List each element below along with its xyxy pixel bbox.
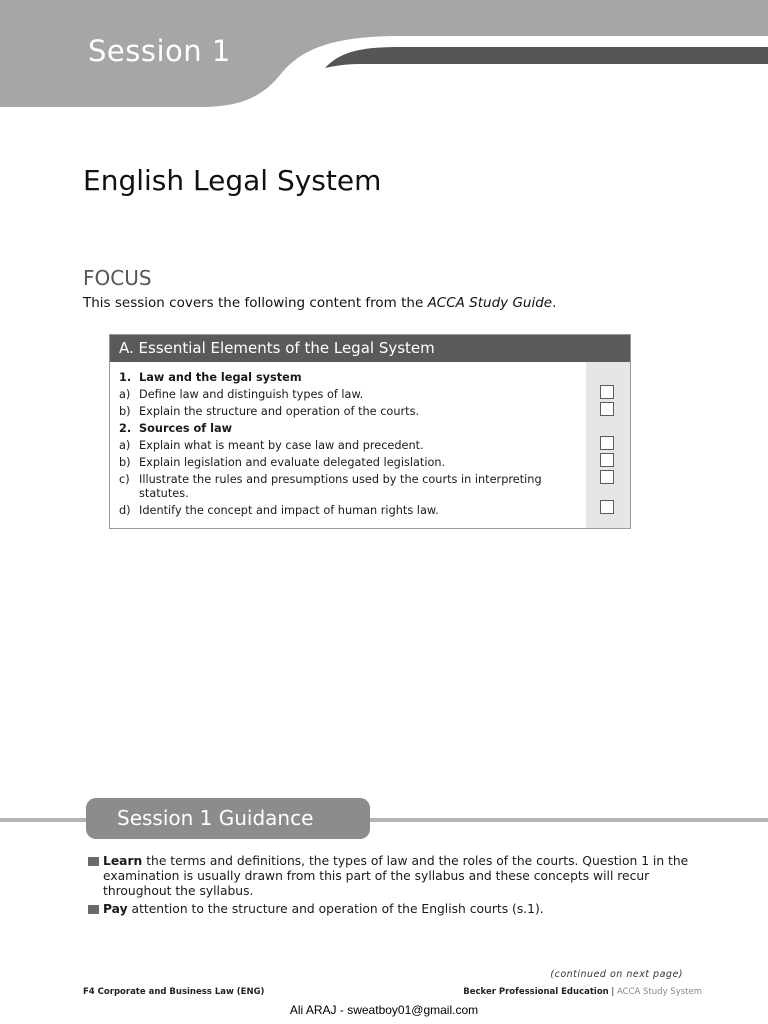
row-label: 1. [119,371,132,384]
row-label: c) [119,473,130,486]
study-guide-heading: A. Essential Elements of the Legal System [110,335,630,362]
study-guide-row [119,504,559,518]
focus-intro [83,295,556,311]
continued-note: (continued on next page) [550,969,683,980]
row-text: Explain what is meant by case law and precedent. [139,439,424,452]
completion-checkbox[interactable] [600,500,614,514]
bullet-text: the terms and definitions, the types of law and the roles of the courts. Question 1 in the examination is usually drawn from this part of the syllabus and these concepts will recur throughout the syllabus. [103,854,689,898]
study-guide-row [119,439,559,453]
footer-publisher [463,987,702,997]
row-text: Law and the legal system [139,371,302,384]
bullet-lead: Learn [103,854,143,868]
footer-course-title: F4 Corporate and Business Law (ENG) [83,987,265,997]
study-guide-row [119,371,559,385]
row-label: 2. [119,422,132,435]
row-text: Define law and distinguish types of law. [139,388,364,401]
completion-checkbox[interactable] [600,436,614,450]
focus-heading: FOCUS [83,266,152,290]
study-guide-row [119,388,559,402]
row-text: Sources of law [139,422,233,435]
completion-checkbox[interactable] [600,470,614,484]
bullet-lead: Pay [103,902,128,916]
row-label: d) [119,504,131,517]
row-label: a) [119,439,131,452]
email-watermark: Ali ARAJ - sweatboy01@gmail.com [289,1003,479,1017]
study-guide-table [109,334,631,529]
session-label: Session 1 [88,34,231,68]
row-text: Identify the concept and impact of human rights law. [139,504,439,517]
guidance-bullet [88,902,708,917]
guidance-tab: Session 1 Guidance [86,798,370,839]
completion-checkbox[interactable] [600,385,614,399]
row-text: Explain legislation and evaluate delegated legislation. [139,456,446,469]
completion-checkbox[interactable] [600,453,614,467]
guidance-bullet [88,854,708,899]
row-label: b) [119,405,131,418]
footer-series: ACCA Study System [617,987,702,997]
focus-intro-suffix: . [552,295,557,311]
study-guide-row [119,422,559,436]
row-label: a) [119,388,131,401]
focus-intro-italic: ACCA Study Guide [427,295,553,311]
bullet-square-icon [88,857,99,866]
footer-separator: | [608,987,617,997]
study-guide-row [119,473,559,501]
row-text: Explain the structure and operation of the courts. [139,405,420,418]
bullet-text: attention to the structure and operation of the English courts (s.1). [127,902,544,916]
focus-intro-prefix: This session covers the following content from the [83,295,428,311]
study-guide-row [119,405,559,419]
completion-checkbox[interactable] [600,402,614,416]
study-guide-row [119,456,559,470]
footer-publisher-name: Becker Professional Education [463,987,609,997]
page-title: English Legal System [83,164,382,197]
row-text: Illustrate the rules and presumptions used by the courts in interpreting statutes. [139,473,542,500]
study-guide-body [110,362,630,528]
row-label: b) [119,456,131,469]
bullet-square-icon [88,905,99,914]
